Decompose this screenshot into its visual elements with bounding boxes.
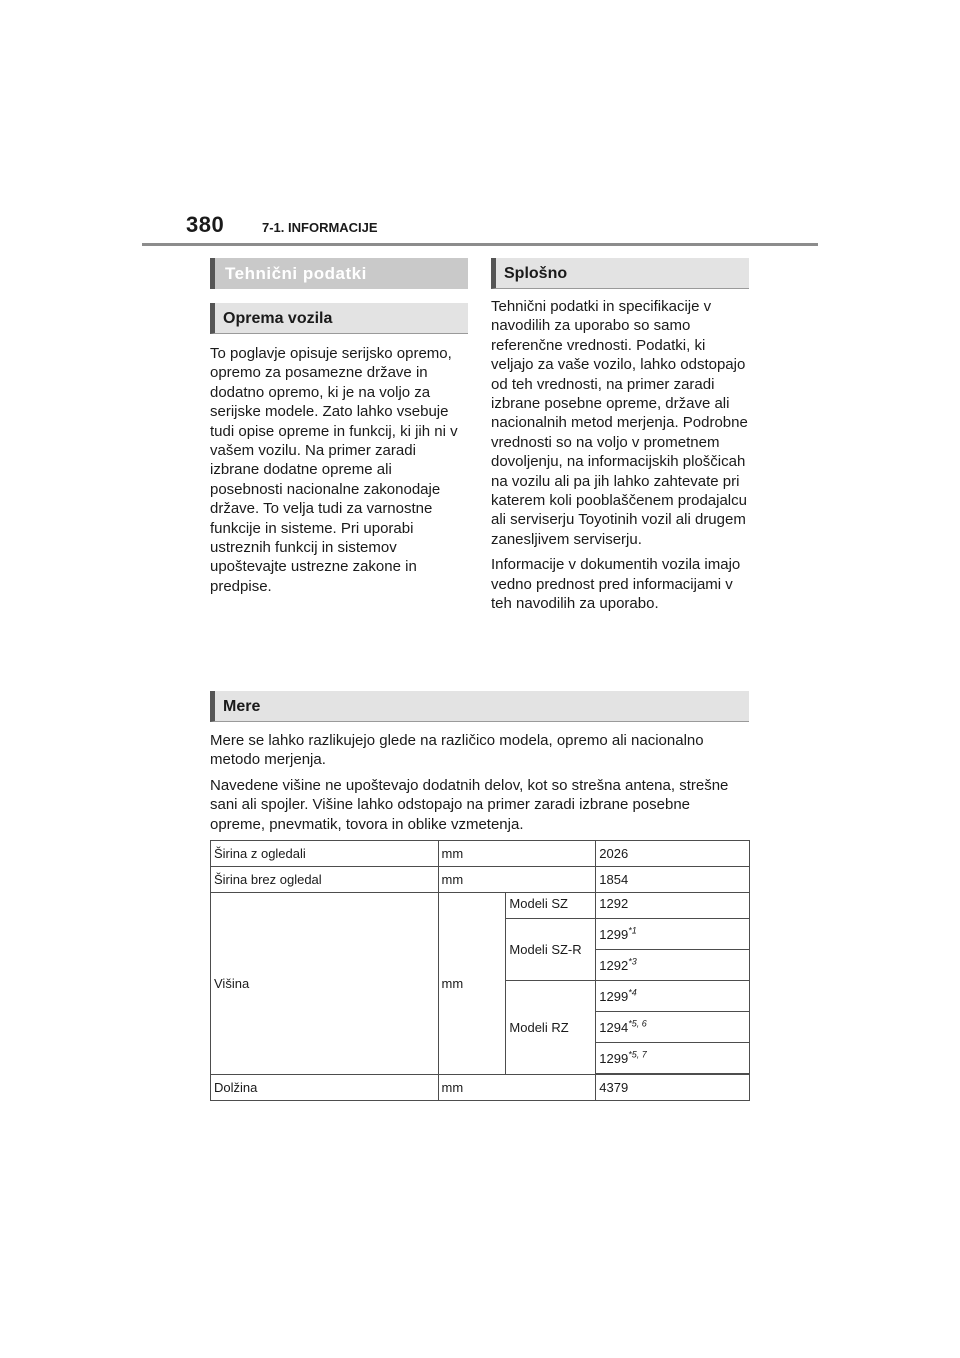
footnote-ref: *5, 7 bbox=[628, 1049, 647, 1060]
subheading-oprema-vozila: Oprema vozila bbox=[210, 303, 468, 334]
header-divider bbox=[142, 243, 818, 246]
mere-section bbox=[210, 691, 749, 840]
mere-paragraph-2: Navedene višine ne upoštevajo dodatnih delov, kot so strešna antena, strešne sani ali spojler. Višine lahko odstopajo na primer zaradi izbrane posebne opreme, pnevmatik, tovora in oblike vzmetenja. bbox=[210, 776, 729, 833]
table-cell-model: Modeli SZ bbox=[506, 893, 596, 919]
table-row bbox=[211, 1075, 750, 1101]
table-cell-label: Širina brez ogledal bbox=[211, 867, 439, 893]
table-cell-unit: mm bbox=[438, 893, 506, 1075]
footnote-ref: *3 bbox=[628, 956, 637, 967]
section-heading-tehnicni-podatki: Tehnični podatki bbox=[210, 258, 468, 289]
page-number: 380 bbox=[186, 212, 225, 237]
mere-paragraph-1: Mere se lahko razlikujejo glede na različico modela, opremo ali nacionalno metodo merjenja. bbox=[210, 732, 704, 769]
splosno-paragraph-2: Informacije v dokumentih vozila imajo vedno prednost pred informacijami v teh navodilih za uporabo. bbox=[491, 556, 741, 613]
value-text: 1299 bbox=[599, 988, 629, 1004]
table-cell-label: Širina z ogledali bbox=[211, 841, 439, 867]
table-cell-value bbox=[596, 919, 750, 950]
footnote-ref: *4 bbox=[628, 987, 637, 998]
value-text: 1292 bbox=[599, 957, 629, 973]
table-cell-value bbox=[596, 1043, 750, 1074]
value-text: 1299 bbox=[599, 926, 629, 942]
value-text: 1294 bbox=[599, 1019, 629, 1035]
table-cell-value bbox=[596, 1012, 750, 1043]
table-cell-value: 2026 bbox=[596, 841, 750, 867]
subheading-splosno: Splošno bbox=[491, 258, 749, 289]
oprema-paragraph: To poglavje opisuje serijsko opremo, opremo za posamezne države in dodatno opremo, ki je na voljo za serijske modele. Zato lahko vsebuje tudi opise opreme in funkcij, ki jih ni v vašem vozilu. Na primer zaradi izbrane dodatne opreme ali posebnosti nacionalne zakonodaje države. To velja tudi za varnostne funkcije in sisteme. Pri uporabi ustreznih funkcij in sistemov upoštevajte ustrezne zakone in predpise. bbox=[210, 345, 458, 595]
section-title: 7-1. INFORMACIJE bbox=[262, 220, 378, 235]
right-column bbox=[491, 258, 749, 620]
table-row bbox=[211, 867, 750, 893]
table-cell-value: 1292 bbox=[596, 893, 750, 919]
subheading-mere: Mere bbox=[210, 691, 749, 722]
table-cell-value bbox=[596, 981, 750, 1012]
left-column bbox=[210, 258, 468, 602]
table-cell-unit: mm bbox=[438, 1075, 596, 1101]
table-cell-value bbox=[596, 950, 750, 981]
table-cell-value: 1854 bbox=[596, 867, 750, 893]
table-cell-label: Dolžina bbox=[211, 1075, 439, 1101]
footnote-ref: *5, 6 bbox=[628, 1018, 647, 1029]
table-cell-unit: mm bbox=[438, 841, 596, 867]
table-cell-model: Modeli RZ bbox=[506, 981, 596, 1075]
table-cell-model: Modeli SZ-R bbox=[506, 919, 596, 981]
table-cell-unit: mm bbox=[438, 867, 596, 893]
table-row bbox=[211, 841, 750, 867]
table-row bbox=[211, 893, 750, 919]
dimensions-table bbox=[210, 840, 750, 1101]
value-text: 1299 bbox=[599, 1050, 629, 1066]
splosno-paragraph-1: Tehnični podatki in specifikacije v navodilih za uporabo so samo referenčne vrednosti. Podatki, ki veljajo za vaše vozilo, lahko odstopajo od teh vrednosti, na primer zaradi izbrane posebne opreme, države ali nacionalnih metod merjenja. Podrobne vrednosti so na voljo v prometnem dovoljenju, na informacijskih ploščicah na vozilu ali pa jih lahko zahtevate pri katerem koli pooblaščenem prodajalcu ali serviserju Toyotinih vozil ali drugem zanesljivem serviserju. bbox=[491, 298, 748, 548]
table-cell-label: Višina bbox=[211, 893, 439, 1075]
footnote-ref: *1 bbox=[628, 925, 637, 936]
table-cell-value: 4379 bbox=[596, 1075, 750, 1101]
